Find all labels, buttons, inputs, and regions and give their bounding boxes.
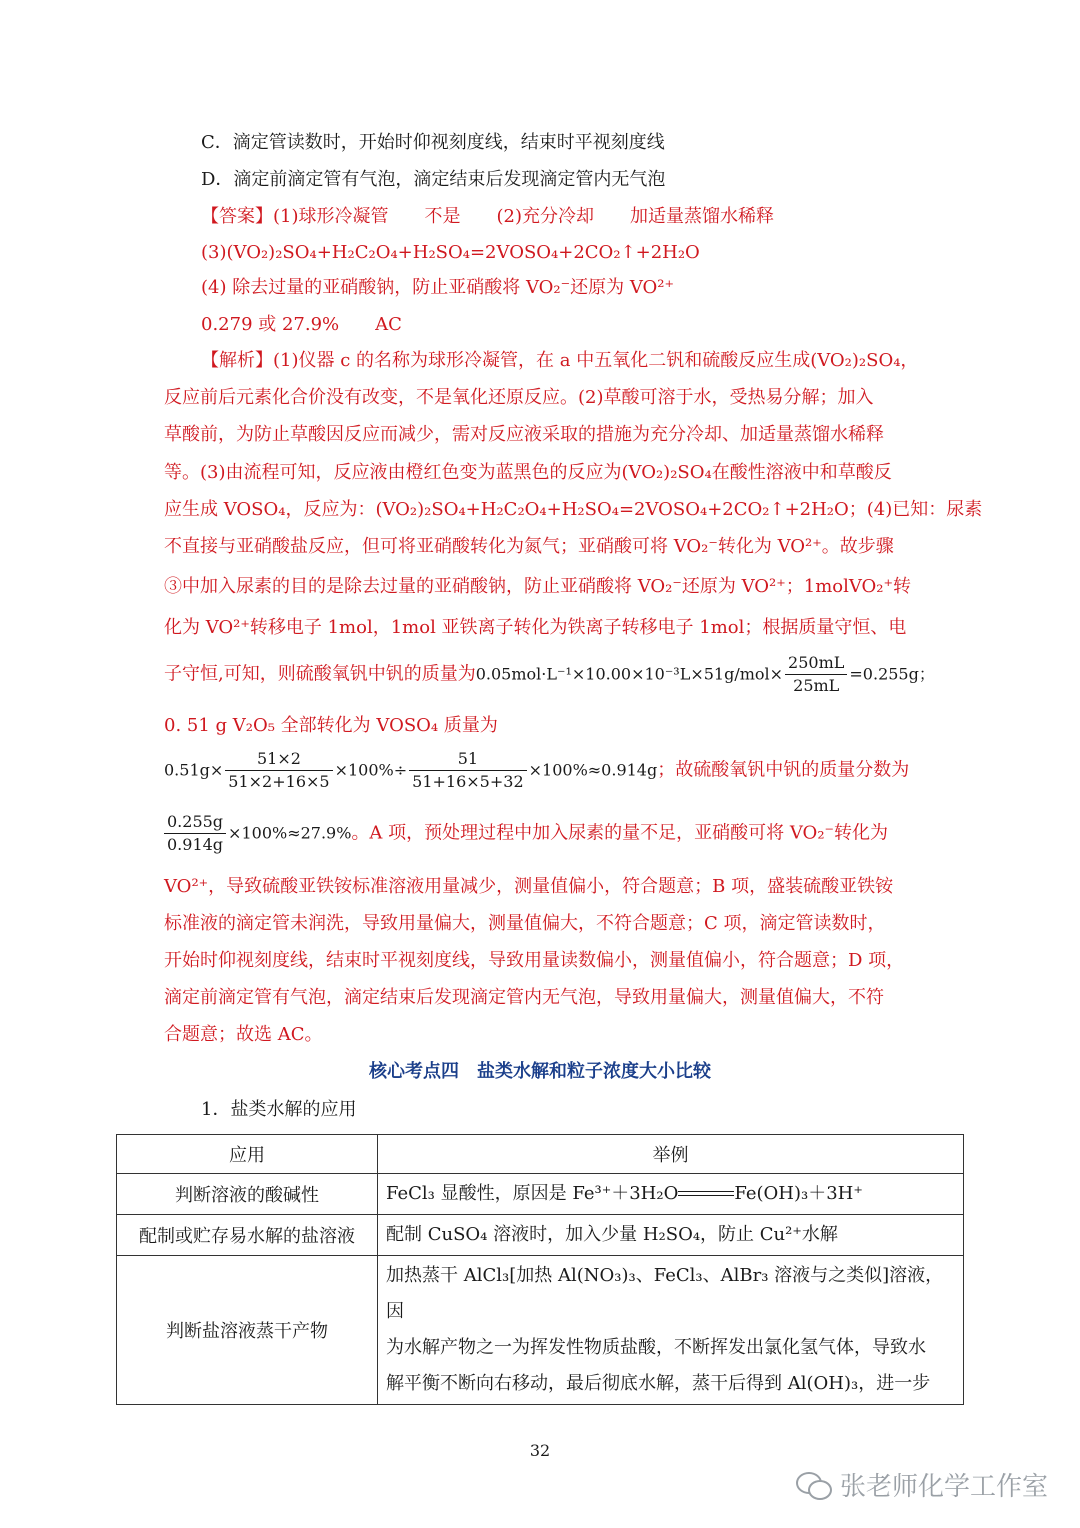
page-number: 32 <box>529 1441 551 1460</box>
analysis-line-7: ③中加入尿素的目的是除去过量的亚硝酸钠，防止亚硝酸将 VO₂⁻还原为 VO²⁺；1molVO₂⁺转 <box>164 576 912 597</box>
analysis-line-10: 0. 51 g V₂O₅ 全部转化为 VOSO₄ 质量为 <box>164 715 498 736</box>
mass-fraction <box>164 811 226 856</box>
fraction-denominator: 51+16×5+32 <box>412 772 524 791</box>
volume-ratio-fraction <box>785 652 847 697</box>
equilibrium-arrow-icon <box>678 1189 734 1199</box>
analysis-line-16: 滴定前滴定管有气泡，滴定结束后发现滴定管内无气泡，导致用量偏大，测量值偏大，不符 <box>164 987 884 1008</box>
answer-line-3: (4) 除去过量的亚硝酸钠，防止亚硝酸将 VO₂⁻还原为 VO²⁺ <box>201 277 674 298</box>
fraction-v-in-v2o5 <box>225 748 332 793</box>
analysis-line-8: 化为 VO²⁺转移电子 1mol，1mol 亚铁离子转化为铁离子转移电子 1mol；根据质量守恒、电 <box>164 617 907 638</box>
row-application: 判断溶液的酸碱性 <box>117 1174 378 1215</box>
table-row <box>117 1174 964 1215</box>
row-example: 配制 CuSO₄ 溶液时，加入少量 H₂SO₄，防止 Cu²⁺水解 <box>378 1215 964 1256</box>
row-application: 判断盐溶液蒸干产物 <box>117 1256 378 1405</box>
watermark <box>796 1466 1048 1503</box>
analysis-line-12-text: 。A 项，预处理过程中加入尿素的量不足，亚硝酸可将 VO₂⁻转化为 <box>351 822 889 844</box>
example-line: 为水解产物之一为挥发性物质盐酸，不断挥发出氯化氢气体，导致水 <box>386 1337 926 1358</box>
example-line: 解平衡不断向右移动，最后彻底水解，蒸干后得到 Al(OH)₃，进一步 <box>386 1373 931 1394</box>
mass-equation-start: 0.51g× <box>164 760 224 780</box>
analysis-line-9-text: 子守恒,可知，则硫酸氧钒中钒的质量为 <box>164 663 476 685</box>
analysis-line-4: 等。(3)由流程可知，反应液由橙红色变为蓝黑色的反应为(VO₂)₂SO₄在酸性溶液中和草酸反 <box>164 462 892 483</box>
mass-equation-mid: ×100%÷ <box>334 760 408 780</box>
fraction-numerator: 0.255g <box>164 811 226 834</box>
fraction-numerator: 51×2 <box>225 748 332 771</box>
row-application: 配制或贮存易水解的盐溶液 <box>117 1215 378 1256</box>
example-line: 加热蒸干 AlCl₃[加热 Al(NO₃)₃、FeCl₃、AlBr₃ 溶液与之类似]溶液，因 <box>386 1265 944 1322</box>
fraction-v-in-voso4 <box>409 748 526 793</box>
fraction-denominator: 25mL <box>793 676 840 695</box>
mass-equation-result: ×100%≈0.914g <box>528 760 658 780</box>
answer-line-4: 0.279 或 27.9% AC <box>201 314 402 335</box>
vanadium-mass-equation: 0.05mol·L⁻¹×10.00×10⁻³L×51g/mol× <box>475 664 784 684</box>
mass-fraction-result: ×100%≈27.9% <box>228 823 352 843</box>
fraction-denominator: 51×2+16×5 <box>228 772 330 791</box>
fraction-denominator: 0.914g <box>167 835 224 854</box>
analysis-line-13: VO²⁺，导致硫酸亚铁铵标准溶液用量减少，测量值偏小，符合题意；B 项，盛装硫酸亚铁铵 <box>164 876 894 897</box>
analysis-line-12 <box>164 811 888 856</box>
option-c: C．滴定管读数时，开始时仰视刻度线，结束时平视刻度线 <box>201 132 665 153</box>
analysis-line-11-text: ；故硫酸氧钒中钒的质量分数为 <box>657 759 910 781</box>
row-example <box>378 1256 964 1405</box>
example-text: FeCl₃ 显酸性，原因是 Fe³⁺＋3H₂O <box>386 1183 679 1204</box>
answer-line-1: 【答案】(1)球形冷凝管 不是 (2)充分冷却 加适量蒸馏水稀释 <box>201 206 774 227</box>
section-title: 核心考点四 盐类水解和粒子浓度大小比较 <box>369 1061 711 1082</box>
analysis-line-1: 【解析】(1)仪器 c 的名称为球形冷凝管，在 a 中五氧化二钒和硫酸反应生成(VO₂)₂SO₄， <box>201 350 919 371</box>
header-example: 举例 <box>378 1135 964 1174</box>
analysis-line-6: 不直接与亚硝酸盐反应，但可将亚硝酸转化为氮气；亚硝酸可将 VO₂⁻转化为 VO²⁺。故步骤 <box>164 536 894 557</box>
watermark-text: 张老师化学工作室 <box>839 1472 1048 1502</box>
analysis-line-11 <box>164 748 909 793</box>
example-text-end: Fe(OH)₃＋3H⁺ <box>734 1183 863 1204</box>
analysis-line-9 <box>164 652 935 697</box>
wechat-icon <box>796 1470 832 1500</box>
table-row <box>117 1256 964 1405</box>
analysis-line-17: 合题意；故选 AC。 <box>164 1024 323 1045</box>
row-example <box>378 1174 964 1215</box>
vanadium-mass-result: =0.255g； <box>849 664 935 684</box>
table-row <box>117 1215 964 1256</box>
analysis-line-15: 开始时仰视刻度线，结束时平视刻度线，导致用量读数偏小，测量值偏小，符合题意；D 项， <box>164 950 905 971</box>
header-application: 应用 <box>117 1135 378 1174</box>
fraction-numerator: 250mL <box>785 652 847 675</box>
analysis-line-5: 应生成 VOSO₄，反应为：(VO₂)₂SO₄+H₂C₂O₄+H₂SO₄=2VOSO₄+2CO₂↑+2H₂O；(4)已知：尿素 <box>164 499 983 520</box>
fraction-numerator: 51 <box>409 748 526 771</box>
analysis-line-14: 标准液的滴定管未润洗，导致用量偏大，测量值偏大，不符合题意；C 项，滴定管读数时， <box>164 913 886 934</box>
hydrolysis-application-table <box>116 1134 964 1405</box>
analysis-line-2: 反应前后元素化合价没有改变，不是氧化还原反应。(2)草酸可溶于水，受热易分解；加入 <box>164 387 874 408</box>
answer-line-2: (3)(VO₂)₂SO₄+H₂C₂O₄+H₂SO₄=2VOSO₄+2CO₂↑+2H₂O <box>201 242 700 263</box>
section-subtitle: 1．盐类水解的应用 <box>201 1099 357 1120</box>
analysis-line-3: 草酸前，为防止草酸因反应而减少，需对反应液采取的措施为充分冷却、加适量蒸馏水稀释 <box>164 424 884 445</box>
option-d: D．滴定前滴定管有气泡，滴定结束后发现滴定管内无气泡 <box>201 169 666 190</box>
table-header-row <box>117 1135 964 1174</box>
